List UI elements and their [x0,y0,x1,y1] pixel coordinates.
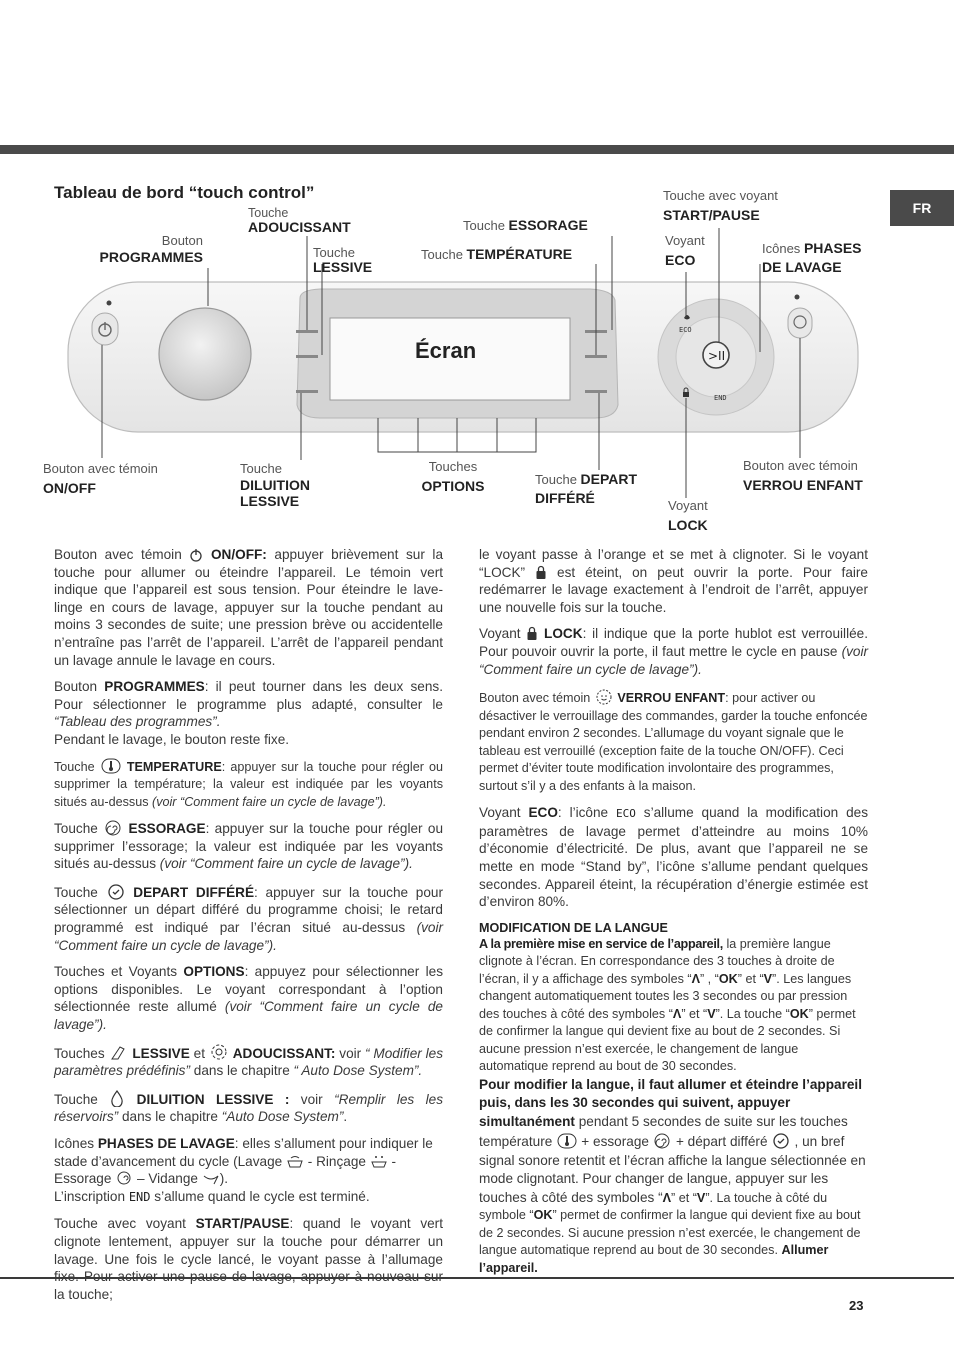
paragraph-start-pause: Touche avec voyant START/PAUSE: quand le voyant vert clignote lentement, appuyer sur la touche pour démarrer un lavage. Une fois le cycle lancé, le voyant passe à l’allumage la touche; [54,1216,443,1302]
detergent-icon [109,1043,129,1061]
onoff-led [107,301,112,306]
programme-knob [159,308,251,400]
paragraph-language-change: Pour modifier la langue, il faut allumer et éteindre l’appareil puis, dans les 30 secondes qui suivent, appuyer simultanément pendant 5 secondes de suite sur les touches température + essorage + départ différé , un bref signal sonore retentit et l’écran affiche la langue sélectionnée en mode clignotant. Pour changer de langue, appuyer sur les touches à côté des symboles “Λ” et “V”. La touche à côté du symbole “OK” permet de confirmer la langue qui devient fixe au bout de 2 secondes. Si aucune pression n’est exercée, le changement de langue automatique reprend au bout de 30 secondes. Allumer l’appareil. [479,1076,866,1275]
paragraph-lock: Voyant LOCK: il indique que la porte hublot est verrouillée. Pour pouvoir ouvrir la porte, il faut mettre le cycle en pause (voir “Comment faire un cycle de lavage”). [479,626,868,677]
right-column [479,546,868,1286]
paragraph-language-first: A la première mise en service de l’appareil, la première langue clignote à l’écran. En correspondance des 3 touches à droite de l’écran, il y a affichage des symboles “Λ” , “OK” et “V”. Les langues changent automatiquement toutes les 3 secondes ou par pression des touches à côté des symboles “Λ” et “V”. La touche “OK” permet de confirmer la langue qui devient fixe au bout de 2 secondes. Si aucune pression n’est exercée, le changement de langue automatique reprend au bout de 30 secondes. [479,936,856,1074]
label-dilution: Touche DILUITION LESSIVE [240,461,310,509]
rinse-icon [370,1153,388,1169]
label-lock: Voyant LOCK [668,498,708,533]
label-onoff: Bouton avec témoin ON/OFF [43,461,158,496]
label-depart: Touche DEPART DIFFÉRÉ [535,471,638,506]
verrou-led [795,295,800,300]
child-face-icon [594,687,614,705]
label-lessive: Touche LESSIVE [313,245,373,275]
paragraph-temperature: Touche TEMPERATURE: appuyer sur la touche pour régler ou supprimer la température; la valeur est indiquée par les voyants situés au-dessus (voir “Comment faire un cycle de lavage”). [54,759,444,809]
paragraph-essorage: Touche ESSORAGE: appuyer sur la touche pour régler ou supprimer l’essorage; la valeur est indiquée par les voyants situés au-dessus (voir “Comment faire un cycle de lavage”). [54,821,444,872]
spin-icon [115,1170,133,1186]
paragraph-verrou: Bouton avec témoin VERROU ENFANT: pour activer ou désactiver le verrouillage des commandes, garder la touche enfoncée pendant environ 2 secondes. L’allumage du voyant signale que le tableau est verrouillé (exception faite de la touche ON/OFF). Ceci permet d’éviter toute modification involontaire des programmes, surtout s’il y a des enfants à la maison. [479,687,868,795]
section-title: Tableau de bord “touch control” [54,183,315,202]
label-phases: Icônes PHASES DE LAVAGE [762,240,862,275]
label-eco: Voyant ECO [665,233,705,268]
screen-label: Écran [415,338,477,363]
drain-icon [202,1170,220,1186]
label-start-pause: Touche avec voyant START/PAUSE [663,188,778,223]
thermometer-icon [556,1133,578,1149]
delay-clock-icon [771,1131,791,1149]
lock-icon [683,392,689,397]
paragraph-dilution: Touche DILUITION LESSIVE : voir “Remplir les les réservoirs” dans le chapitre “Auto Dose System”. [54,1089,443,1126]
verrou-button [788,308,812,338]
key-adoucissant [296,330,318,333]
key-depart [585,390,607,393]
eco-icon: ECO [616,807,636,821]
paragraph-options: Touches et Voyants OPTIONS: appuyez pour sélectionner les options disponibles. Le voyant correspondant à l’option sélectionnée reste allumé (voir “Comment faire un cycle de lavage”). [54,964,443,1032]
key-lessive [296,355,318,358]
footer-rule [0,1277,954,1279]
label-verrou: Bouton avec témoin VERROU ENFANT [743,458,863,493]
paragraph-depart: Touche DEPART DIFFÉRÉ: appuyer sur la touche pour sélectionner un départ différé du programme choisi; le retard programmé est indiqué par l’écran situé au-dessus (voir “Comment faire un cycle de lavage”). [54,882,443,954]
left-column [54,546,443,1312]
label-options: Touches OPTIONS [421,459,485,494]
end-icon: END [714,394,727,402]
svg-text:>II: >II [708,349,726,363]
label-adoucissant: Touche ADOUCISSANT [248,206,351,235]
lock-icon [535,565,547,580]
label-essorage: Touche ESSORAGE [463,217,588,233]
key-temperature [585,355,607,358]
thermometer-icon [100,758,122,774]
softener-flower-icon [209,1043,229,1061]
label-temperature: Touche TEMPÉRATURE [421,246,573,262]
language-tab: FR [890,190,954,226]
delay-clock-icon [106,882,126,900]
page-number: 23 [849,1298,864,1313]
paragraph-onoff: Bouton avec témoin ON/OFF: appuyer brièvement sur la touche pour allumer ou éteindre l’appareil. Le témoin vert indique que l’appareil est sous tension. Pour éteindre le lave-linge en cours de lavage, appuyer sur la touche pendant au moins 3 secondes de suite; une pression brève ou accidentelle n’entraîne pas l’arrêt de l’appareil. L’arrêt de l’appareil pendant un lavage annule le lavage en cours. [54,547,444,668]
paragraph-phases: Icônes PHASES DE LAVAGE: elles s’allument pour indiquer le stade d’avancement du cycle (Lavage - Rinçage - Essorage – Vidange ). L’inscription END s’allume quand le cycle est terminé. [54,1135,433,1204]
paragraph-pause-continued: le voyant passe à l’orange et se met à clignoter. Si le voyant “LOCK” est éteint, on peut ouvrir la porte. Pour faire redémarrer le lavage exactement à l’endroit de l’arrêt, appuyer une nouvelle fois sur la touche. [479,547,868,615]
paragraph-eco: Voyant ECO: l’icône ECO s’allume quand la modification des paramètres de lavage permet d’atteindre au moins 10% d’économie d’électricité. De plus, avant que l’appareil ne se mette en mode “Stand by”, l’icône s’allume pendant quelques secondes. Appareil éteint, la récupération d’énergie estimée est d’environ 80%. [479,805,868,910]
paragraph-programmes: Bouton PROGRAMMES: il peut tourner dans les deux sens. Pour sélectionner le programme plus adapté, consulter le “Tableau des programmes”. Pendant le lavage, le bouton reste fixe. [54,679,443,747]
key-dilution [296,390,318,393]
label-programmes: Bouton PROGRAMMES [99,233,203,265]
wash-icon [286,1153,304,1169]
spin-icon [652,1133,672,1149]
end-icon: END [128,1189,151,1204]
eco-icon: ECO [679,326,692,334]
power-icon [189,548,203,562]
lock-icon [526,626,538,641]
drop-icon [109,1089,125,1107]
paragraph-lessive: Touches LESSIVE et ADOUCISSANT: voir “ Modifier les paramètres prédéfinis” dans le chapitre “ Auto Dose System”. [54,1043,443,1080]
spin-icon [103,820,123,836]
language-section-title: MODIFICATION DE LA LANGUE [479,920,668,935]
